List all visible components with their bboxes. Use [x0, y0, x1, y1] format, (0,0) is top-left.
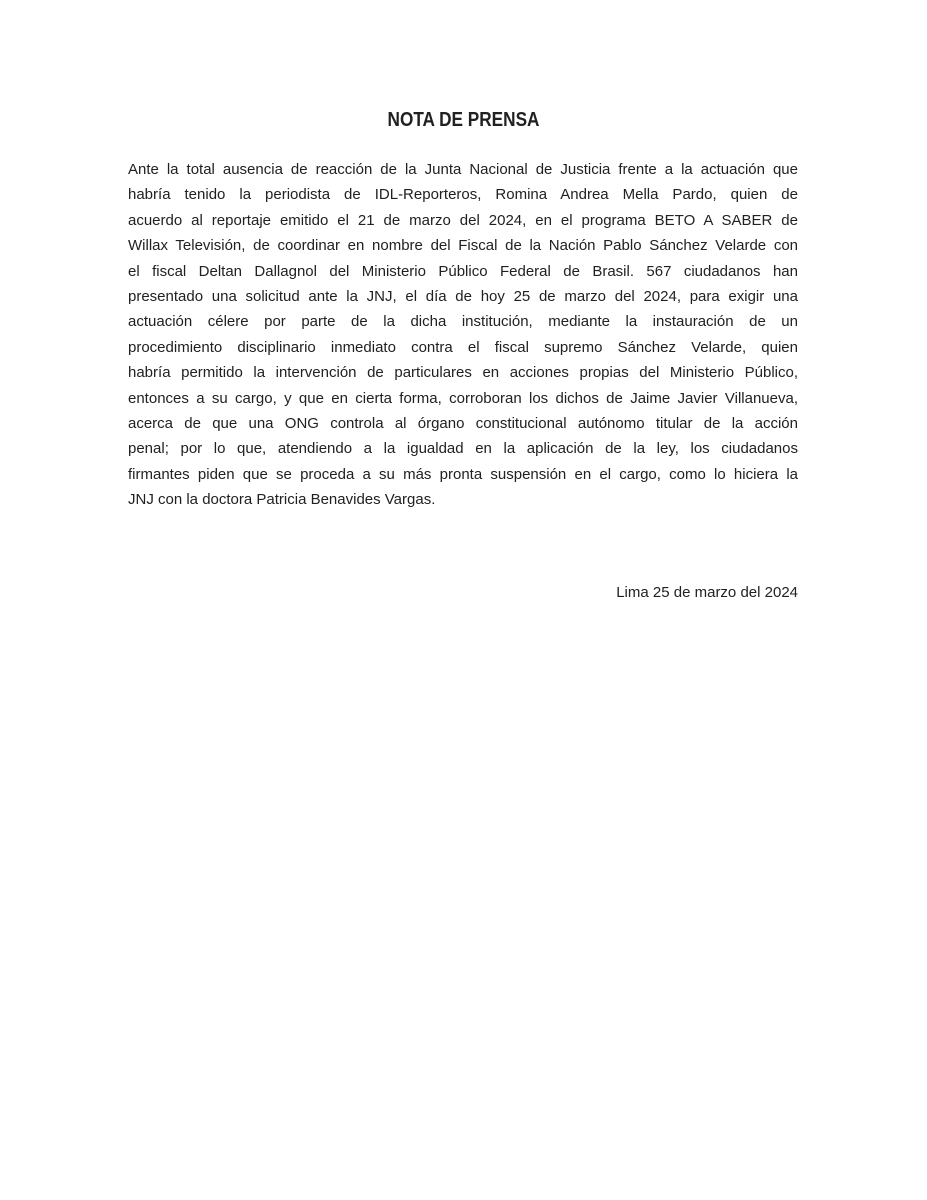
paragraph-line: penal; por lo que, atendiendo a la igualdad en la aplicación de la ley, los ciudadanos: [128, 440, 798, 458]
document-title: NOTA DE PRENSA: [387, 109, 540, 131]
paragraph-line: procedimiento disciplinario inmediato contra el fiscal supremo Sánchez Velarde, quien: [128, 338, 798, 356]
paragraph-line: entonces a su cargo, y que en cierta forma, corroboran los dichos de Jaime Javier Villanueva,: [128, 389, 798, 407]
paragraph-line: acerca de que una ONG controla al órgano constitucional autónomo titular de la acción: [128, 414, 798, 432]
dateline: Lima 25 de marzo del 2024: [616, 584, 798, 601]
paragraph-line: el fiscal Deltan Dallagnol del Ministerio Público Federal de Brasil. 567 ciudadanos han: [128, 262, 798, 280]
paragraph-line: habría tenido la periodista de IDL-Reporteros, Romina Andrea Mella Pardo, quien de: [128, 186, 798, 204]
paragraph-line: habría permitido la intervención de particulares en acciones propias del Ministerio Público,: [128, 364, 798, 382]
paragraph-line: firmantes piden que se proceda a su más pronta suspensión en el cargo, como lo hiciera la: [128, 465, 798, 483]
paragraph-line: presentado una solicitud ante la JNJ, el día de hoy 25 de marzo del 2024, para exigir una: [128, 287, 798, 305]
paragraph-line: Willax Televisión, de coordinar en nombre del Fiscal de la Nación Pablo Sánchez Velarde con: [128, 237, 798, 255]
press-release-paragraph: [128, 157, 798, 512]
paragraph-line: acuerdo al reportaje emitido el 21 de marzo del 2024, en el programa BETO A SABER de: [128, 211, 798, 229]
paragraph-line: Ante la total ausencia de reacción de la Junta Nacional de Justicia frente a la actuación que: [128, 161, 798, 178]
paragraph-line: actuación célere por parte de la dicha institución, mediante la instauración de un: [128, 313, 798, 331]
paragraph-line: JNJ con la doctora Patricia Benavides Vargas.: [128, 491, 436, 509]
